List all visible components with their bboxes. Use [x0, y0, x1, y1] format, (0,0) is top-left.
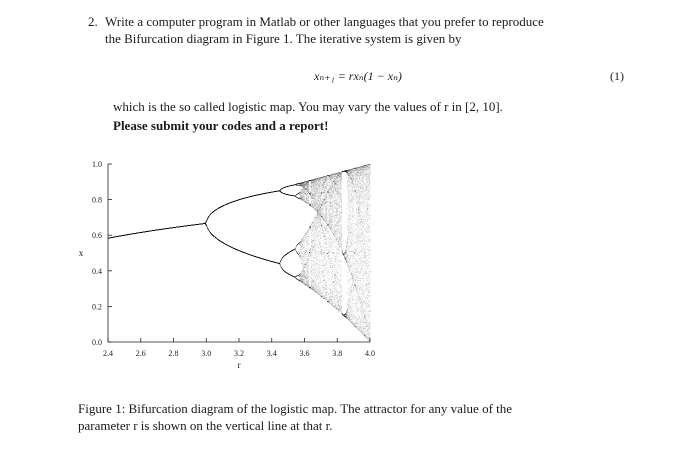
y-axis-label: x: [78, 248, 84, 258]
x-tick-label: 4.0: [365, 349, 375, 358]
x-tick-label: 2.4: [103, 349, 113, 358]
question-number: 2.: [88, 14, 98, 29]
x-tick-label: 3.2: [234, 349, 244, 358]
bifurcation-chart: [60, 150, 390, 390]
y-tick-label: 0.2: [92, 302, 102, 312]
y-tick-label: 0.4: [92, 266, 102, 276]
x-tick-label: 2.6: [135, 349, 146, 358]
x-tick-label: 3.6: [299, 349, 310, 358]
y-tick-label: 1.0: [92, 160, 102, 169]
x-tick-label: 3.8: [332, 349, 343, 358]
figure-caption-line1: Figure 1: Bifurcation diagram of the logistic map. The attractor for any value of the: [78, 401, 513, 416]
question-text-line1: Write a computer program in Matlab or other languages that you prefer to reproduce: [105, 14, 544, 29]
question-text-line2: the Bifurcation diagram in Figure 1. The iterative system is given by: [105, 31, 462, 46]
submission-instruction: Please submit your codes and a report!: [113, 118, 329, 133]
x-axis-label: r: [237, 360, 241, 370]
equation-number: (1): [610, 69, 624, 83]
x-tick-label: 2.8: [168, 349, 179, 358]
description-paragraph: which is the so called logistic map. You may vary the values of r in [2, 10].: [113, 99, 503, 114]
x-tick-label: 3.4: [266, 349, 277, 358]
x-tick-label: 3.0: [201, 349, 212, 358]
figure-caption-line2: parameter r is shown on the vertical line at that r.: [78, 418, 333, 433]
logistic-map-equation: xₙ₊₁ = rxₙ(1 − xₙ): [314, 69, 402, 83]
y-tick-label: 0.0: [92, 338, 102, 347]
y-tick-label: 0.6: [92, 231, 102, 241]
y-tick-label: 0.8: [92, 195, 102, 205]
